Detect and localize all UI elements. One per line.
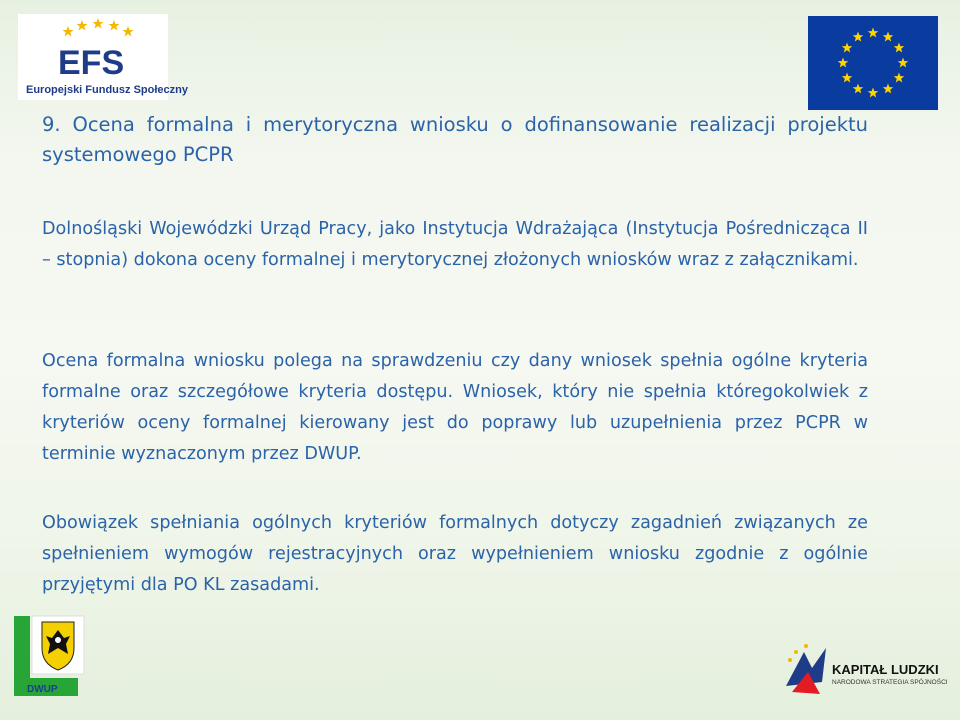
- efs-logo-graphic: [18, 14, 168, 84]
- efs-logo: [18, 14, 188, 100]
- paragraph-formal-assessment: Ocena formalna wniosku polega na sprawdzeniu czy dany wniosek spełnia ogólne kryteria formalne oraz szczegółowe kryteria dostępu. Wniosek, który nie spełnia któregokolwiek z kryteriów oceny formalnej kierowany jest do poprawy lub uzupełnienia przez PCPR w terminie wyznaczonym przez DWUP.: [42, 351, 868, 464]
- kapital-ludzki-emblem-icon: [782, 642, 830, 702]
- eu-star-icon: [898, 58, 908, 68]
- eu-star-icon: [883, 83, 893, 93]
- dwup-logo: [8, 612, 88, 708]
- paragraph-institution: Dolnośląski Wojewódzki Urząd Pracy, jako Instytucja Wdrażająca (Instytucja Pośrednicząca II – stopnia) dokona oceny formalnej i merytorycznej złożonych wniosków wraz z załącznikami.: [42, 219, 868, 270]
- eu-star-icon: [842, 43, 852, 53]
- eu-stars-icon: [808, 16, 938, 110]
- eu-star-icon: [894, 43, 904, 53]
- eu-star-icon: [868, 88, 878, 98]
- slide-title: 9. Ocena formalna i merytoryczna wniosku o dofinansowanie realizacji projektu systemowego PCPR: [42, 113, 868, 166]
- eu-flag-icon: [808, 16, 938, 110]
- kapital-ludzki-subtitle: NARODOWA STRATEGIA SPÓJNOŚCI: [832, 679, 948, 686]
- kapital-ludzki-title: KAPITAŁ LUDZKI: [832, 662, 939, 677]
- eu-star-icon: [838, 58, 848, 68]
- paragraph-formal-criteria: Obowiązek spełniania ogólnych kryteriów formalnych dotyczy zagadnień związanych ze spełnieniem wymogów rejestracyjnych oraz wypełnieniem wniosku zgodnie z ogólnie przyjętymi dla PO KL zasadami.: [42, 513, 868, 595]
- eu-star-icon: [868, 28, 878, 38]
- eu-star-icon: [853, 32, 863, 42]
- eu-star-icon: [883, 32, 893, 42]
- eu-star-icon: [842, 73, 852, 83]
- kapital-ludzki-logo: [782, 632, 950, 704]
- dwup-label: DWUP: [27, 684, 58, 695]
- eu-star-icon: [853, 83, 863, 93]
- eu-star-icon: [894, 73, 904, 83]
- efs-logo-text: EFS: [58, 44, 125, 82]
- efs-caption: Europejski Fundusz Społeczny: [26, 84, 188, 96]
